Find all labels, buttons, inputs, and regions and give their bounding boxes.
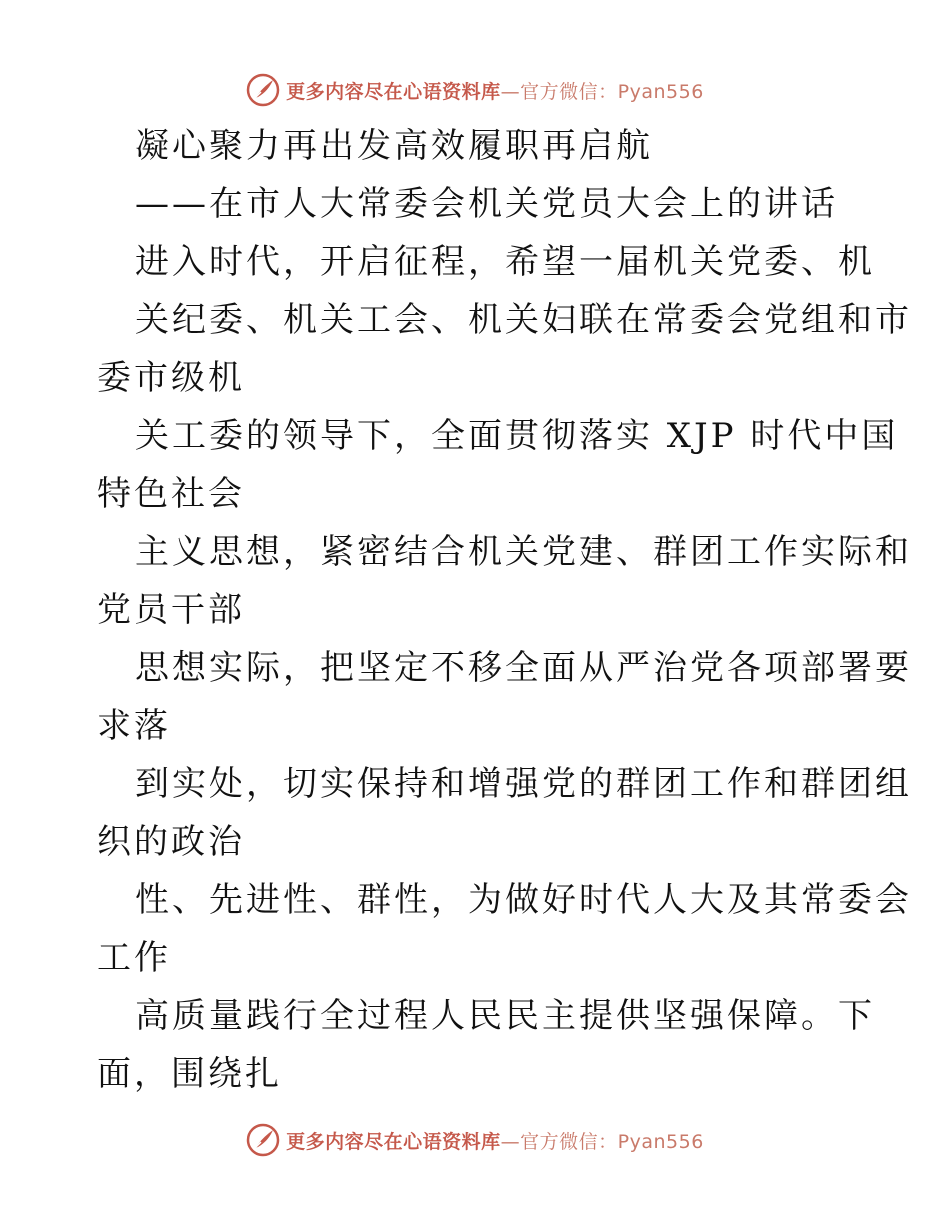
text-line: 特色社会 [97,474,245,514]
text-line: 性、先进性、群性，为做好时代人大及其常委会 [135,880,912,920]
watermark-wechat: 官方微信：Pyan556 [520,1130,704,1153]
text-line: 工作 [97,938,171,978]
text-line: 委市级机 [97,358,245,398]
header-watermark-banner [0,70,950,110]
watermark-separator: — [500,1130,521,1153]
text-line: 织的政治 [97,822,245,862]
text-line: 进入时代，开启征程，希望一届机关党委、机 [135,242,875,282]
text-line: 求落 [97,706,171,746]
watermark-text [286,1127,704,1154]
text-line: 到实处，切实保持和增强党的群团工作和群团组 [135,764,912,804]
watermark-text [286,77,704,104]
text-line: 面，围绕扎 [97,1054,282,1094]
text-line: 关纪委、机关工会、机关妇联在常委会党组和市 [135,300,912,340]
text-line: 高质量践行全过程人民民主提供坚强保障。下 [135,996,875,1036]
text-line: 主义思想，紧密结合机关党建、群团工作实际和 [135,532,912,572]
document-title: 凝心聚力再出发高效履职再启航 [135,126,653,166]
footer-watermark-banner [0,1120,950,1160]
text-line: 党员干部 [97,590,245,630]
quill-logo-icon [246,73,280,107]
watermark-brand: 更多内容尽在心语资料库 [286,80,501,103]
document-subtitle: ——在市人大常委会机关党员大会上的讲话 [135,184,838,224]
quill-logo-icon [246,1123,280,1157]
watermark-brand: 更多内容尽在心语资料库 [286,1130,501,1153]
text-line: 关工委的领导下，全面贯彻落实 XJP 时代中国 [135,416,899,456]
watermark-separator: — [500,80,521,103]
watermark-wechat: 官方微信：Pyan556 [520,80,704,103]
text-line: 思想实际，把坚定不移全面从严治党各项部署要 [135,648,912,688]
